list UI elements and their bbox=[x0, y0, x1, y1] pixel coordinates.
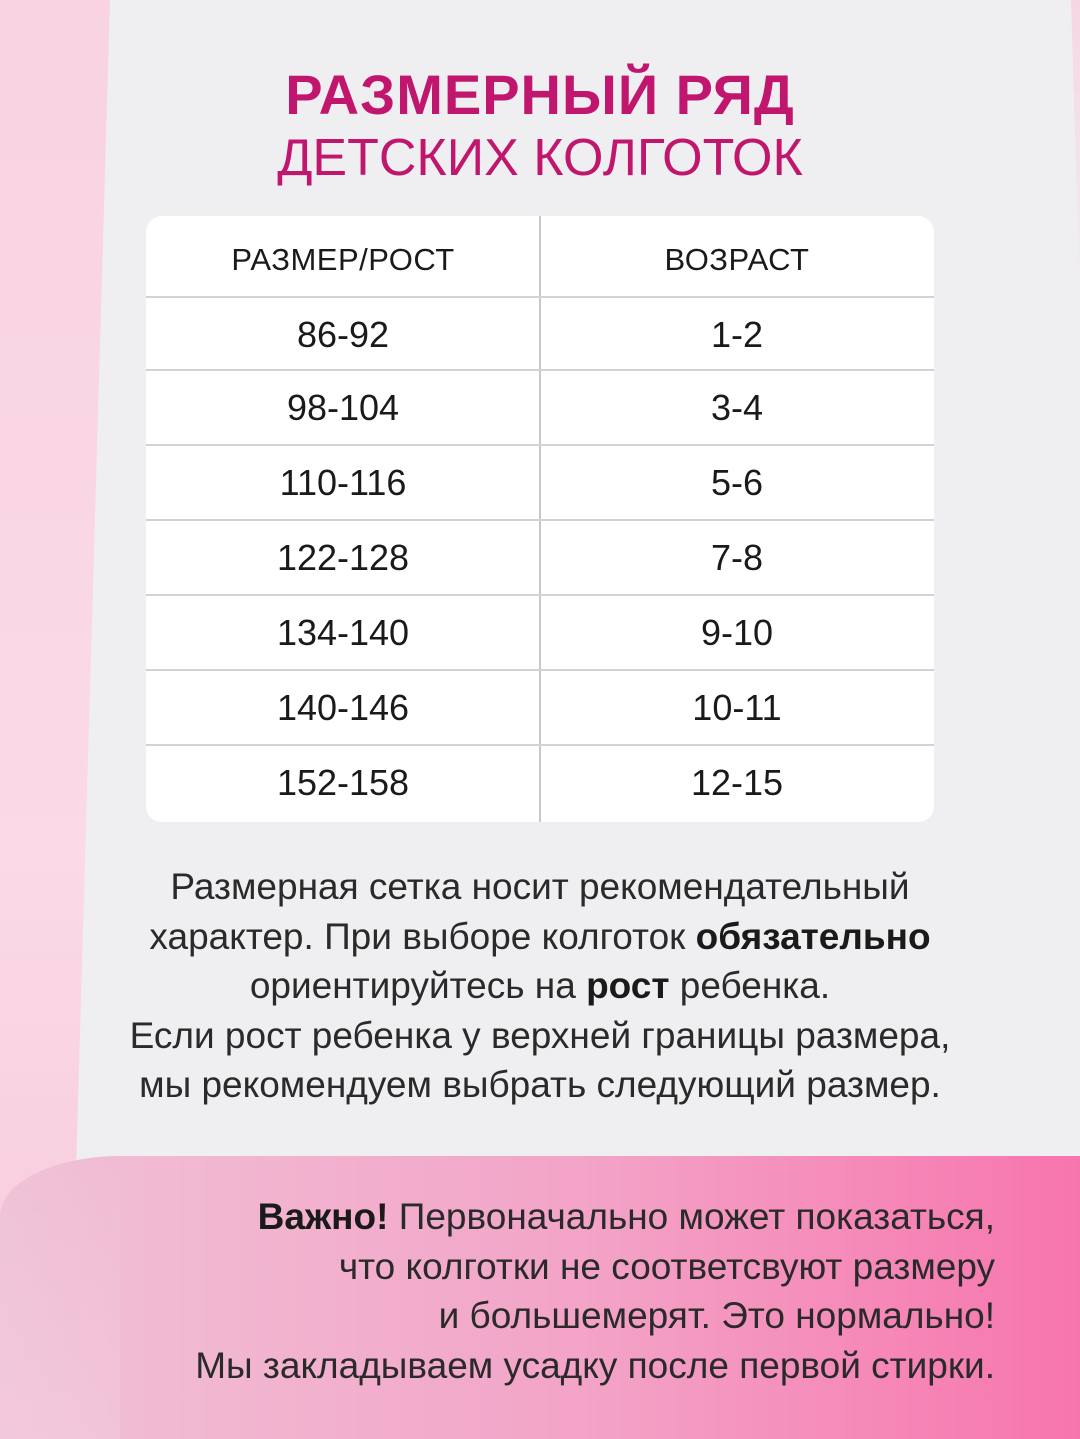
table-header-row bbox=[146, 224, 934, 296]
age-cell: 10-11 bbox=[692, 687, 782, 728]
table-row bbox=[146, 446, 934, 520]
size-recommendation-note bbox=[60, 862, 1020, 1110]
age-cell: 5-6 bbox=[710, 462, 764, 503]
size-cell: 122-128 bbox=[276, 537, 410, 578]
table-row bbox=[146, 298, 934, 372]
size-cell: 140-146 bbox=[276, 687, 410, 728]
important-line: и большемерят. Это нормально! bbox=[438, 1295, 995, 1336]
header-age: ВОЗРАСТ bbox=[664, 242, 810, 277]
size-cell: 134-140 bbox=[276, 612, 410, 653]
size-cell: 152-158 bbox=[276, 762, 410, 803]
important-line: Мы закладываем усадку после первой стирки. bbox=[195, 1344, 995, 1386]
note-line: Если рост ребенка у верхней границы размера, bbox=[129, 1014, 951, 1056]
age-cell: 9-10 bbox=[700, 612, 774, 653]
table-row bbox=[146, 671, 934, 745]
note-text: ориентируйтесь на bbox=[249, 965, 587, 1006]
note-line: Размерная сетка носит рекомендательный bbox=[170, 866, 910, 907]
important-line: что колготки не соответсвуют размеру bbox=[338, 1245, 995, 1287]
page-title: РАЗМЕРНЫЙ РЯД bbox=[285, 63, 795, 126]
page-subtitle: ДЕТСКИХ КОЛГОТОК bbox=[277, 129, 803, 187]
age-cell: 12-15 bbox=[690, 762, 784, 803]
note-emphasis: рост bbox=[586, 965, 670, 1006]
size-cell: 110-116 bbox=[279, 462, 407, 503]
age-cell: 1-2 bbox=[710, 314, 764, 355]
size-cell: 98-104 bbox=[286, 387, 400, 428]
table-row bbox=[146, 521, 934, 595]
note-line bbox=[60, 961, 1020, 1011]
header-size-height: РАЗМЕР/РОСТ bbox=[231, 242, 455, 277]
size-table bbox=[146, 216, 934, 822]
table-row bbox=[146, 371, 934, 445]
table-row bbox=[146, 746, 934, 820]
note-emphasis: обязательно bbox=[695, 915, 931, 957]
note-line: мы рекомендуем выбрать следующий размер. bbox=[139, 1064, 941, 1105]
important-label: Важно! bbox=[257, 1196, 389, 1237]
age-cell: 3-4 bbox=[710, 387, 764, 428]
important-text: Первоначально может показаться, bbox=[388, 1196, 995, 1237]
size-cell: 86-92 bbox=[296, 314, 390, 355]
table-row bbox=[146, 596, 934, 670]
important-line bbox=[90, 1192, 995, 1242]
note-line bbox=[60, 912, 1020, 962]
age-cell: 7-8 bbox=[710, 537, 764, 578]
note-text: ребенка. bbox=[669, 965, 831, 1006]
note-text: характер. При выборе колготок bbox=[149, 915, 696, 957]
important-note bbox=[90, 1192, 995, 1390]
